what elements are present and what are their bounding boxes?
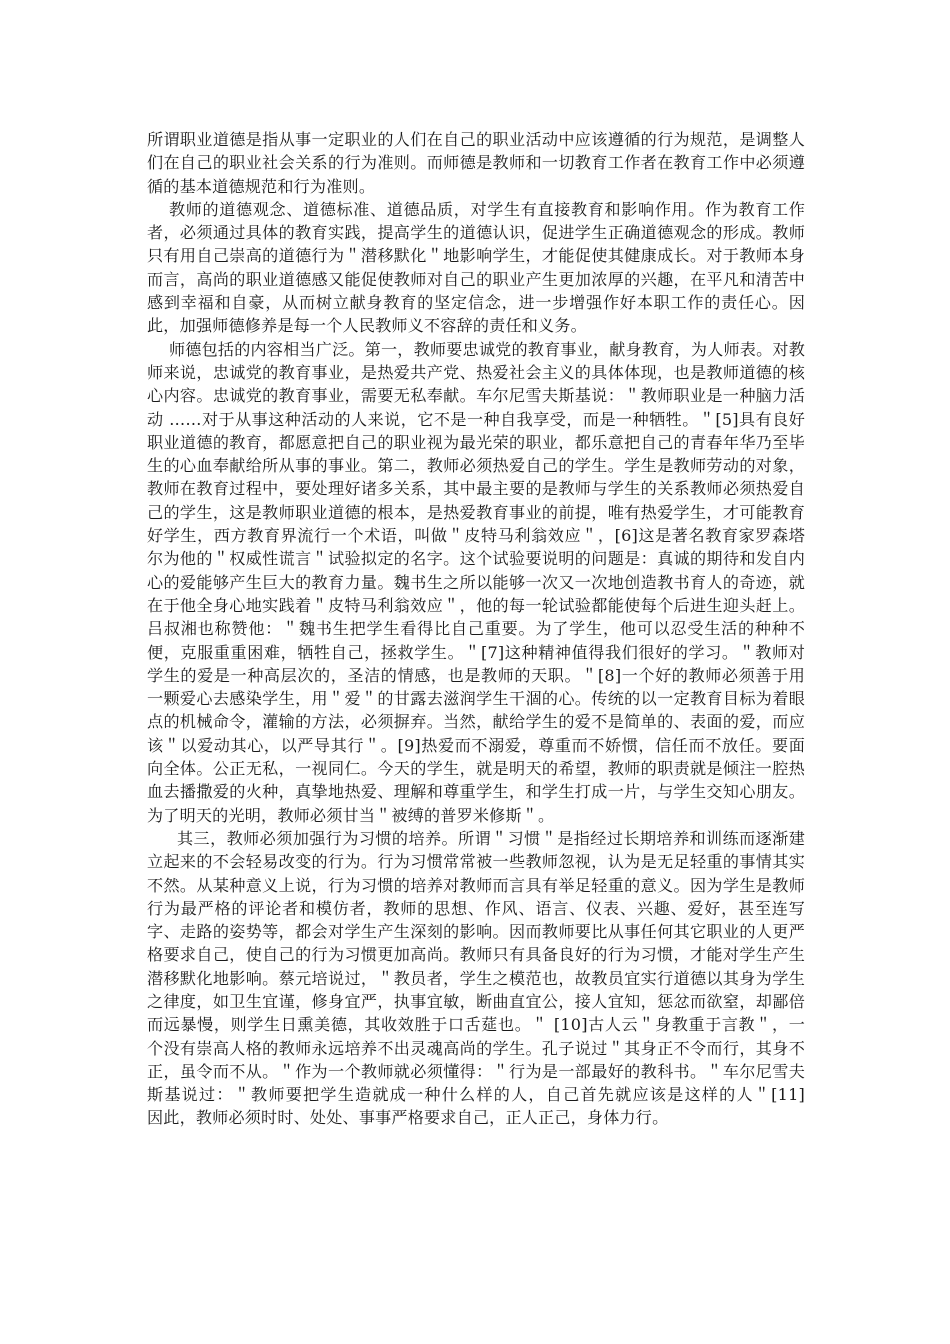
paragraph-ethics-content: 师德包括的内容相当广泛。第一，教师要忠诚党的教育事业，献身教育，为人师表。对教师来说，忠诚党的教育事业，是热爱共产党、热爱社会主义的具体体现，也是教师道德的核心内容。忠诚党的教育事业，需要无私奉献。车尔尼雪夫斯基说：＂教师职业是一种脑力活动 ……对于从事这种活动的人来说，它不是一种自我享受，而是一种牺牲。＂[5]具有良好职业道德的教育，都愿意把自己的职业视为最光荣的职业，都乐意把自己的青春年华乃至毕生的心血奉献给所从事的事业。第二，教师必须热爱自己的学生。学生是教师劳动的对象，教师在教育过程中，要处理好诸多关系，其中最主要的是教师与学生的关系教师必须热爱自己的学生，这是教师职业道德的根本，是热爱教育事业的前提，唯有热爱学生，才可能教育好学生，西方教育界流行一个术语，叫做＂皮特马利翁效应＂，[6]这是著名教育家罗森塔尔为他的＂权威性谎言＂试验拟定的名字。这个试验要说明的问题是：真诚的期待和发自内心的爱能够产生巨大的教育力量。魏书生之所以能够一次又一次地创造教书育人的奇迹，就在于他全身心地实践着＂皮特马利翁效应＂，他的每一轮试验都能使每个后进生迎头赶上。吕叔湘也称赞他：＂魏书生把学生看得比自己重要。为了学生，他可以忍受生活的种种不便，克服重重困难，牺牲自己，拯救学生。＂[7]这种精神值得我们很好的学习。＂教师对学生的爱是一种高层次的，圣洁的情感，也是教师的天职。＂[8]一个好的教师必须善于用一颗爱心去感染学生，用＂爱＂的甘露去滋润学生干涸的心。传统的以一定教育目标为着眼点的机械命令，灌输的方法，必须摒弃。当然，献给学生的爱不是简单的、表面的爱，而应该＂以爱动其心，以严导其行＂。[9]热爱而不溺爱，尊重而不娇惯，信任而不放任。要面向全体。公正无私，一视同仁。今天的学生，就是明天的希望，教师的职责就是倾注一腔热血去播撒爱的火种，真挚地热爱、理解和尊重学生，和学生打成一片，与学生交知心朋友。为了明天的光明，教师必须甘当＂被缚的普罗米修斯＂。: [147, 339, 805, 825]
paragraph-teacher-ethics-role: 教师的道德观念、道德标准、道德品质，对学生有直接教育和影响作用。作为教育工作者，必须通过具体的教育实践，提高学生的道德认识，促进学生正确道德观念的形成。教师只有用自己崇高的道德行为＂潜移默化＂地影响学生，才能促使其健康成长。对于教师本身而言，高尚的职业道德感又能促使教师对自己的职业产生更加浓厚的兴趣，在平凡和清苦中感到幸福和自豪，从而树立献身教育的坚定信念，进一步增强作好本职工作的责任心。因此，加强师德修养是每一个人民教师义不容辞的责任和义务。: [147, 199, 805, 336]
paragraph-definition: 所谓职业道德是指从事一定职业的人们在自己的职业活动中应该遵循的行为规范，是调整人们在自己的职业社会关系的行为准则。而师德是教师和一切教育工作者在教育工作中必须遵循的基本道德规范和行为准则。: [147, 130, 805, 196]
paragraph-behavior-habits: 其三，教师必须加强行为习惯的培养。所谓＂习惯＂是指经过长期培养和训练而逐渐建立起来的不会轻易改变的行为。行为习惯常常被一些教师忽视，认为是无足轻重的事情其实不然。从某种意义上说，行为习惯的培养对教师而言具有举足轻重的意义。因为学生是教师行为最严格的评论者和模仿者，教师的思想、作风、语言、仪表、兴趣、爱好，甚至连写字、走路的姿势等，都会对学生产生深刻的影响。因而教师要比从事任何其它职业的人更严格要求自己，使自己的行为习惯更加高尚。教师只有具备良好的行为习惯，才能对学生产生潜移默化地影响。蔡元培说过，＂教员者，学生之模范也，故教员宜实行道德以其身为学生之律度，如卫生宜谨，修身宜严，执事宜敏，断曲直宜公，接人宜知，惩忿而欲窒，却鄙倍而远暴慢，则学生日熏美德，其收效胜于口舌莚也。＂ [10]古人云＂身教重于言教＂，一个没有崇高人格的教师永远培养不出灵魂高尚的学生。孔子说过＂其身正不令而行，其身不正，虽令而不从。＂作为一个教师就必须懂得：＂行为是一部最好的教科书。＂车尔尼雪夫斯基说过：＂教师要把学生造就成一种什么样的人，自己首先就应该是这样的人＂[11] 因此，教师必须时时、处处、事事严格要求自己，正人正己，身体力行。: [147, 828, 838, 1128]
document-body: [147, 128, 838, 1130]
